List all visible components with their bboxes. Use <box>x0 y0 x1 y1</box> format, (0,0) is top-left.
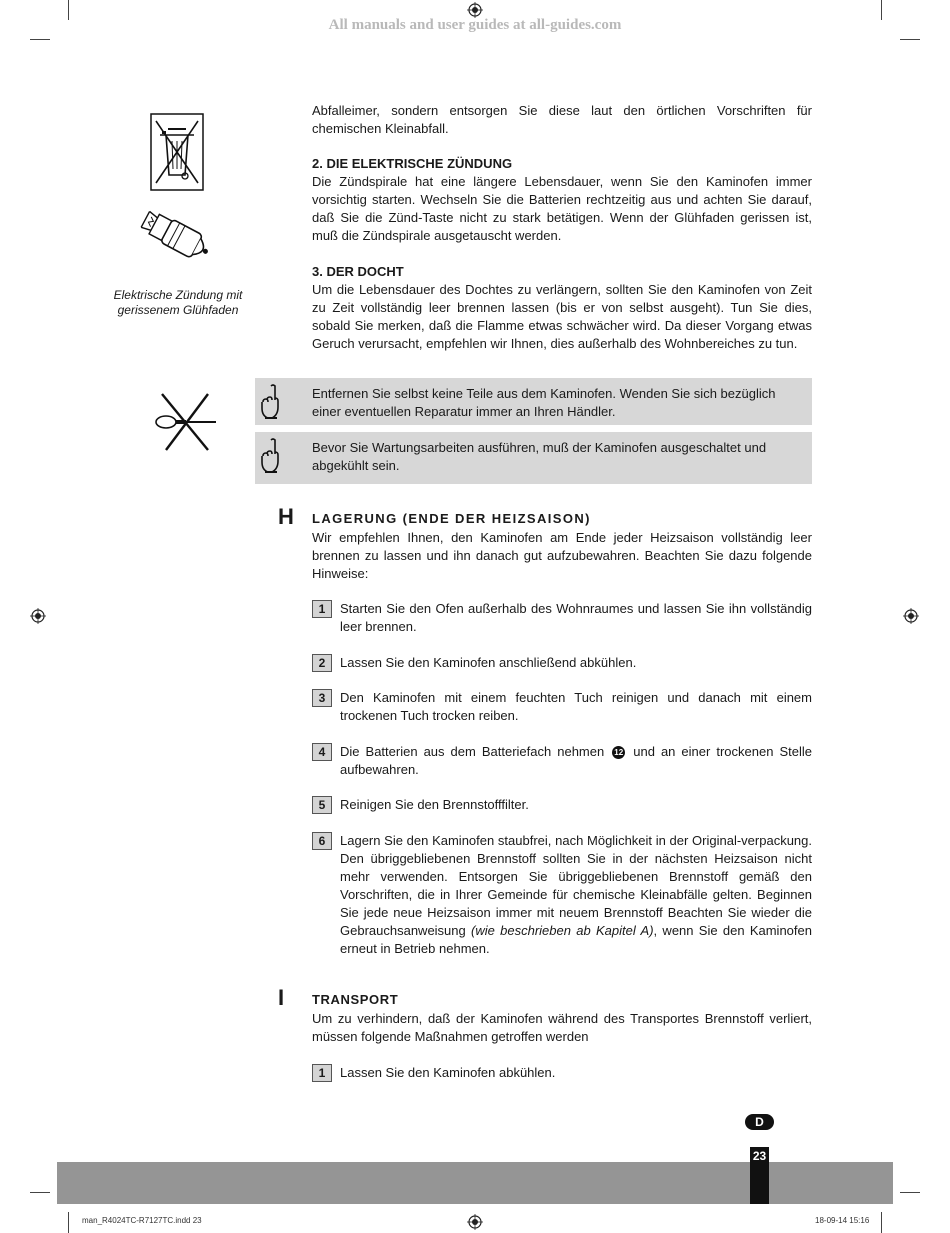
note-text: Bevor Sie Wartungsarbeiten ausführen, muß der Kaminofen ausgeschaltet und abgekühlt sein. <box>312 440 767 473</box>
step-text-part: Die Batterien aus dem Batteriefach nehmen <box>340 744 605 759</box>
step-item <box>312 689 812 725</box>
step-text-part: und an einer trockenen Stelle aufbewahren. <box>340 744 812 777</box>
step-number: 2 <box>312 654 332 672</box>
step-text: Den Kaminofen mit einem feuchten Tuch reinigen und danach mit einem trockenen Tuch trocken reiben. <box>340 690 812 723</box>
warning-note <box>255 378 812 425</box>
pointing-hand-icon <box>259 438 287 474</box>
crop-mark <box>30 1192 50 1193</box>
step-item <box>312 796 812 814</box>
step-item <box>312 600 812 636</box>
step-number: 1 <box>312 1064 332 1082</box>
section-letter: H <box>278 504 294 529</box>
ignition-coil-icon <box>134 206 222 272</box>
section-title: TRANSPORT <box>312 992 399 1007</box>
step-item <box>312 1064 812 1082</box>
step-number: 5 <box>312 796 332 814</box>
step-item <box>312 654 812 672</box>
step-item <box>312 743 812 779</box>
step-text <box>340 832 812 958</box>
callout-badge: 12 <box>612 746 625 759</box>
step-number: 1 <box>312 600 332 618</box>
print-slug-left: man_R4024TC-R7127TC.indd 23 <box>82 1216 202 1225</box>
crop-mark <box>900 39 920 40</box>
step-text-part: , wenn Sie den Kaminofen erneut in Betrieb nehmen. <box>340 923 812 956</box>
section-intro: Um zu verhindern, daß der Kaminofen während des Transportes Brennstoff verliert, müssen folgende Maßnahmen getroffen werden <box>312 1011 812 1044</box>
step-text <box>340 743 812 779</box>
step-text: Reinigen Sie den Brennstofffilter. <box>340 797 529 812</box>
step-number: 4 <box>312 743 332 761</box>
no-screwdriver-icon <box>152 390 220 454</box>
registration-mark-icon <box>30 608 46 624</box>
crop-mark <box>900 1192 920 1193</box>
step-item <box>312 832 812 958</box>
step-text: Lassen Sie den Kaminofen anschließend abkühlen. <box>340 655 637 670</box>
step-number: 3 <box>312 689 332 707</box>
caption-line: gerissenem Glühfaden <box>117 303 239 317</box>
crop-mark <box>30 39 50 40</box>
section-intro: Wir empfehlen Ihnen, den Kaminofen am Ende jeder Heizsaison vollständig leer brennen zu lassen und ihn danach gut aufzubewahren. Beachten Sie dazu folgende Hinweise: <box>312 530 812 581</box>
section-letter: I <box>278 985 285 1010</box>
section-body: Die Zündspirale hat eine längere Lebensdauer, wenn Sie den Kaminofen immer vorsichtig starten. Wechseln Sie die Batterien rechtzeitig aus und achten Sie darauf, daß Sie die Zünd-Taste nicht zu stark betätigen. Wenn der Glühfaden gerissen ist, muß die Zündspirale ausgetauscht werden. <box>312 174 812 243</box>
language-badge: D <box>745 1114 774 1130</box>
section-title: LAGERUNG (ENDE DER HEIZSAISON) <box>312 511 591 526</box>
note-text: Entfernen Sie selbst keine Teile aus dem Kaminofen. Wenden Sie sich bezüglich einer eventuellen Reparatur immer an Ihren Händler. <box>312 386 776 419</box>
intro-paragraph: Abfalleimer, sondern entsorgen Sie diese laut den örtlichen Vorschriften für chemischen Kleinabfall. <box>312 103 812 136</box>
registration-mark-icon <box>467 2 483 18</box>
pointing-hand-icon <box>259 384 287 420</box>
warning-note <box>255 432 812 484</box>
watermark: All manuals and user guides at all-guides.com <box>328 17 622 33</box>
crop-mark <box>881 1212 882 1233</box>
step-number: 6 <box>312 832 332 850</box>
caption-line: Elektrische Zündung mit <box>113 288 243 302</box>
step-text-part: Lagern Sie den Kaminofen staubfrei, nach Möglichkeit in der Original-verpackung. Den übriggebliebenen Brennstoff sollten Sie in der nächsten Heizsaison nicht mehr verwenden. Entsorgen Sie übriggebliebenen Brennstoff gemäß den Vorschriften, die in Ihrer Gemeinde für chemische Kleinabfälle gelten. Beginnen Sie jede neue Heizsaison immer mit neuem Brennstoff Beachten Sie wieder die Gebrauchsanweisung <box>340 833 812 938</box>
crop-mark <box>68 1212 69 1233</box>
step-text-italic: (wie beschrieben ab Kapitel A) <box>471 923 654 938</box>
page-number: 23 <box>752 1149 767 1163</box>
step-text: Starten Sie den Ofen außerhalb des Wohnraumes und lassen Sie ihn vollständig leer brennen. <box>340 601 812 634</box>
registration-mark-icon <box>903 608 919 624</box>
crossed-bin-icon <box>150 113 204 191</box>
section-heading: 3. DER DOCHT <box>312 264 404 279</box>
print-slug-right: 18-09-14 15:16 <box>815 1216 870 1225</box>
section-body: Um die Lebensdauer des Dochtes zu verlängern, sollten Sie den Kaminofen von Zeit zu Zeit vollständig leer brennen lassen (bis er von selbst ausgeht). Tun Sie dies, sobald Sie merken, daß die Flamme etwas schwächer wird. Da dieser Vorgang etwas Geruch verursacht, empfehlen wir Ihnen, dies außerhalb des Wohnbereiches zu tun. <box>312 282 812 351</box>
step-text: Lassen Sie den Kaminofen abkühlen. <box>340 1065 556 1080</box>
section-heading: 2. DIE ELEKTRISCHE ZÜNDUNG <box>312 156 513 171</box>
registration-mark-icon <box>467 1214 483 1230</box>
figure-caption <box>100 288 256 318</box>
